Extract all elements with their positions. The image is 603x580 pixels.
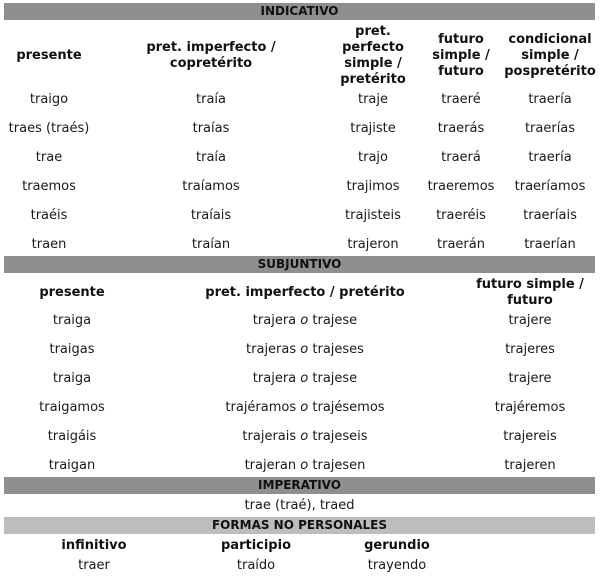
indicativo-header-presente: presente (16, 48, 82, 63)
subjuntivo-cell-futuro: trajeres (505, 342, 555, 357)
indicativo-cell-perfecto: trajimos (346, 179, 400, 194)
indicativo-cell-futuro: traeréis (436, 208, 486, 223)
indicativo-cell-presente: traes (traés) (8, 121, 90, 136)
subjuntivo-cell-presente: traigáis (47, 429, 97, 444)
subjuntivo-imperfecto-se-form: trajeses (312, 342, 364, 357)
indicativo-cell-perfecto: trajiste (350, 121, 396, 136)
no-personales-header-participio: participio (220, 538, 291, 553)
subjuntivo-cell-presente: traigamos (39, 400, 105, 415)
subjuntivo-imperfecto-ra-form: trajera (252, 371, 297, 386)
subjuntivo-connector: o (300, 313, 309, 328)
no-personales-participio: traído (236, 558, 276, 573)
indicativo-cell-imperfecto: traían (191, 237, 231, 252)
indicativo-cell-presente: traen (31, 237, 67, 252)
indicativo-cell-imperfecto: traíamos (182, 179, 240, 194)
subjuntivo-imperfecto-ra-form: trajeras (246, 342, 297, 357)
indicativo-cell-condicional: traeríais (523, 208, 577, 223)
indicativo-cell-imperfecto: traía (196, 92, 226, 107)
subjuntivo-imperfecto-ra-form: trajera (252, 313, 297, 328)
subjuntivo-cell-imperfecto (190, 371, 420, 387)
indicativo-header-condicional: condicional simple / pospretérito (504, 32, 596, 79)
subjuntivo-cell-imperfecto (190, 313, 420, 329)
subjuntivo-cell-presente: traiga (52, 371, 92, 386)
subjuntivo-header-futuro: futuro simple / futuro (476, 277, 584, 308)
indicativo-cell-presente: traemos (22, 179, 76, 194)
indicativo-cell-condicional: traeríamos (514, 179, 586, 194)
subjuntivo-cell-imperfecto (190, 400, 420, 416)
subjuntivo-cell-imperfecto (190, 342, 420, 358)
no-personales-header-infinitivo: infinitivo (61, 538, 127, 553)
imperativo-forms: trae (traé), traed (244, 498, 355, 513)
indicativo-cell-condicional: traería (528, 150, 572, 165)
subjuntivo-imperfecto-se-form: trajeseis (312, 429, 368, 444)
subjuntivo-connector: o (300, 342, 309, 357)
subjuntivo-section-header: SUBJUNTIVO (4, 256, 595, 273)
no-personales-infinitivo: traer (78, 558, 110, 573)
imperativo-section-header: IMPERATIVO (4, 477, 595, 494)
subjuntivo-connector: o (300, 371, 309, 386)
subjuntivo-header-imperfecto: pret. imperfecto / pretérito (205, 285, 405, 300)
subjuntivo-cell-imperfecto (190, 458, 420, 474)
subjuntivo-cell-futuro: trajere (508, 371, 552, 386)
indicativo-cell-presente: traigo (29, 92, 69, 107)
subjuntivo-imperfecto-se-form: trajésemos (312, 400, 385, 415)
subjuntivo-imperfecto-ra-form: trajéramos (225, 400, 297, 415)
indicativo-cell-futuro: traeré (441, 92, 481, 107)
indicativo-section-header: INDICATIVO (4, 3, 595, 20)
indicativo-cell-condicional: traerías (524, 121, 576, 136)
indicativo-header-perfecto: pret. perfecto simple / pretérito (340, 24, 406, 87)
indicativo-cell-imperfecto: traíais (190, 208, 232, 223)
indicativo-cell-perfecto: trajeron (347, 237, 399, 252)
indicativo-cell-perfecto: trajo (358, 150, 388, 165)
subjuntivo-connector: o (300, 400, 309, 415)
indicativo-cell-presente: traéis (30, 208, 68, 223)
no-personales-gerundio: trayendo (367, 558, 427, 573)
subjuntivo-imperfecto-se-form: trajese (312, 371, 358, 386)
indicativo-cell-futuro: traeremos (427, 179, 495, 194)
subjuntivo-imperfecto-se-form: trajesen (312, 458, 366, 473)
no-personales-section-header: FORMAS NO PERSONALES (4, 517, 595, 534)
subjuntivo-cell-futuro: trajere (508, 313, 552, 328)
no-personales-header-gerundio: gerundio (364, 538, 430, 553)
indicativo-cell-futuro: traerás (437, 121, 485, 136)
indicativo-cell-condicional: traerían (524, 237, 576, 252)
indicativo-cell-futuro: traerán (437, 237, 485, 252)
subjuntivo-imperfecto-ra-form: trajerais (242, 429, 297, 444)
subjuntivo-imperfecto-ra-form: trajeran (244, 458, 297, 473)
indicativo-cell-futuro: traerá (441, 150, 481, 165)
subjuntivo-cell-presente: traigas (49, 342, 95, 357)
subjuntivo-connector: o (300, 458, 309, 473)
indicativo-cell-perfecto: traje (357, 92, 389, 107)
subjuntivo-cell-imperfecto (190, 429, 420, 445)
indicativo-cell-perfecto: trajisteis (345, 208, 401, 223)
indicativo-header-imperfecto: pret. imperfecto / copretérito (146, 40, 276, 71)
subjuntivo-cell-futuro: trajéremos (494, 400, 566, 415)
indicativo-cell-imperfecto: traía (196, 150, 226, 165)
subjuntivo-cell-futuro: trajereis (503, 429, 557, 444)
indicativo-header-futuro: futuro simple / futuro (432, 32, 490, 79)
subjuntivo-connector: o (300, 429, 309, 444)
indicativo-cell-condicional: traería (528, 92, 572, 107)
subjuntivo-cell-presente: traigan (48, 458, 96, 473)
subjuntivo-imperfecto-se-form: trajese (312, 313, 358, 328)
subjuntivo-header-presente: presente (39, 285, 105, 300)
subjuntivo-cell-presente: traiga (52, 313, 92, 328)
indicativo-cell-presente: trae (35, 150, 63, 165)
indicativo-cell-imperfecto: traías (192, 121, 230, 136)
subjuntivo-cell-futuro: trajeren (504, 458, 556, 473)
